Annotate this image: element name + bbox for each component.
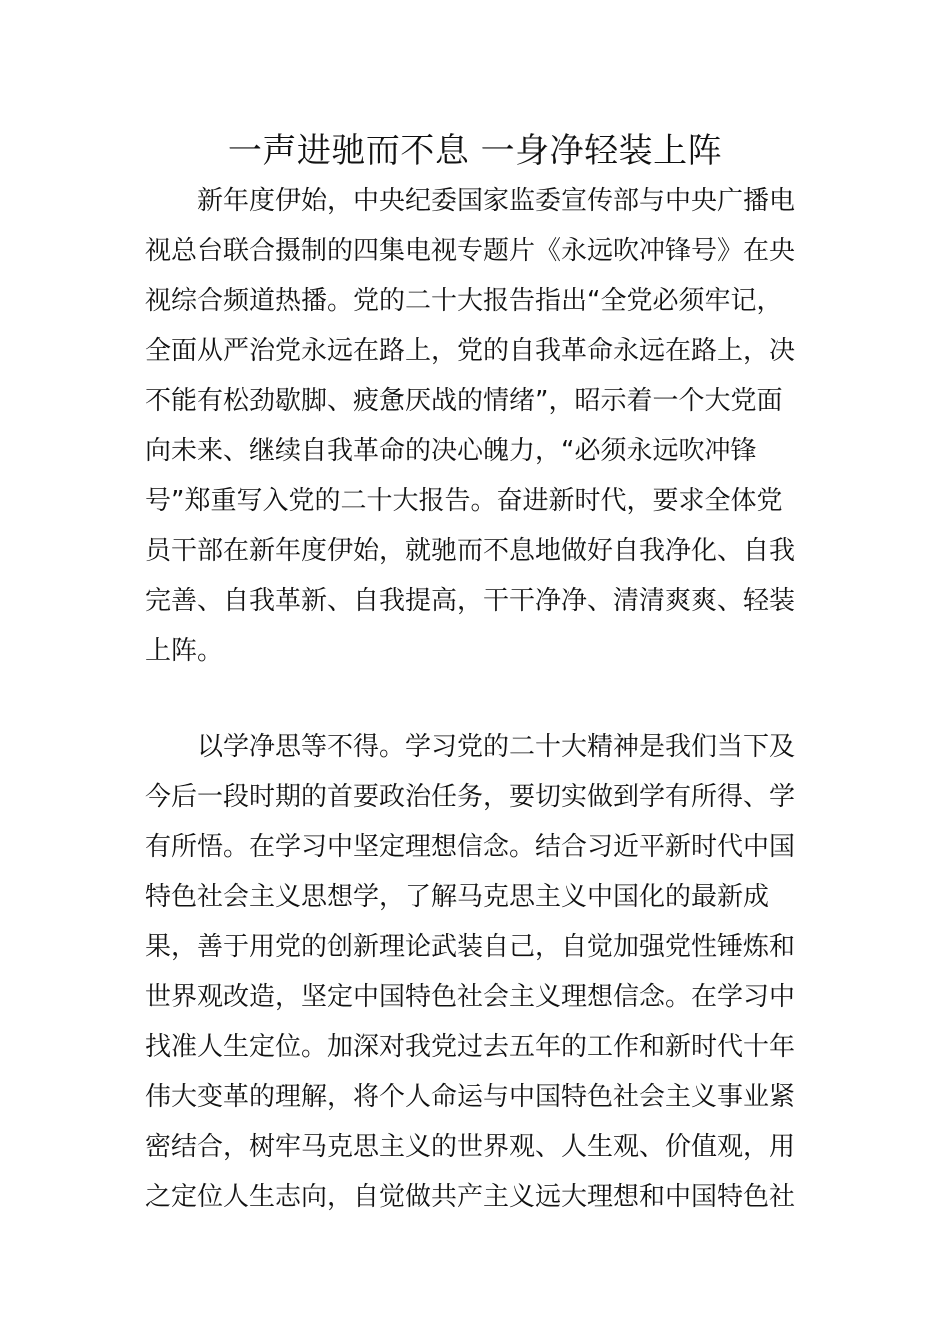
text-line: 特色社会主义思想学，了解马克思主义中国化的最新成 — [145, 882, 770, 912]
text-line: 新年度伊始，中央纪委国家监委宣传部与中央广播电 — [197, 186, 796, 216]
text-line: 视总台联合摄制的四集电视专题片《永远吹冲锋号》在央 — [145, 236, 796, 266]
document-title: 一声进驰而不息 一身净轻装上阵 — [227, 131, 723, 171]
text-line: 向未来、继续自我革命的决心魄力，“必须永远吹冲锋 — [145, 436, 757, 466]
text-line: 伟大变革的理解，将个人命运与中国特色社会主义事业紧 — [145, 1082, 796, 1112]
text-line: 世界观改造，坚定中国特色社会主义理想信念。在学习中 — [145, 982, 796, 1012]
text-line: 有所悟。在学习中坚定理想信念。结合习近平新时代中国 — [145, 832, 796, 862]
text-line: 上阵。 — [145, 636, 224, 666]
text-line: 号”郑重写入党的二十大报告。奋进新时代，要求全体党 — [145, 486, 783, 516]
text-line: 找准人生定位。加深对我党过去五年的工作和新时代十年 — [145, 1032, 796, 1062]
text-line: 不能有松劲歇脚、疲惫厌战的情绪”，昭示着一个大党面 — [145, 386, 783, 416]
paragraph-2 — [145, 722, 810, 1222]
text-line: 员干部在新年度伊始，就驰而不息地做好自我净化、自我 — [145, 536, 796, 566]
paragraph-1 — [145, 176, 810, 676]
text-line: 视综合频道热播。党的二十大报告指出“全党必须牢记， — [145, 286, 783, 316]
text-line: 之定位人生志向，自觉做共产主义远大理想和中国特色社 — [145, 1182, 796, 1212]
text-line: 以学净思等不得。学习党的二十大精神是我们当下及 — [197, 732, 796, 762]
text-line: 全面从严治党永远在路上，党的自我革命永远在路上，决 — [145, 336, 796, 366]
text-line: 果，善于用党的创新理论武装自己，自觉加强党性锤炼和 — [145, 932, 796, 962]
text-line: 今后一段时期的首要政治任务，要切实做到学有所得、学 — [145, 782, 796, 812]
text-line: 完善、自我革新、自我提高，干干净净、清清爽爽、轻装 — [145, 586, 796, 616]
text-line: 密结合，树牢马克思主义的世界观、人生观、价值观，用 — [145, 1132, 796, 1162]
